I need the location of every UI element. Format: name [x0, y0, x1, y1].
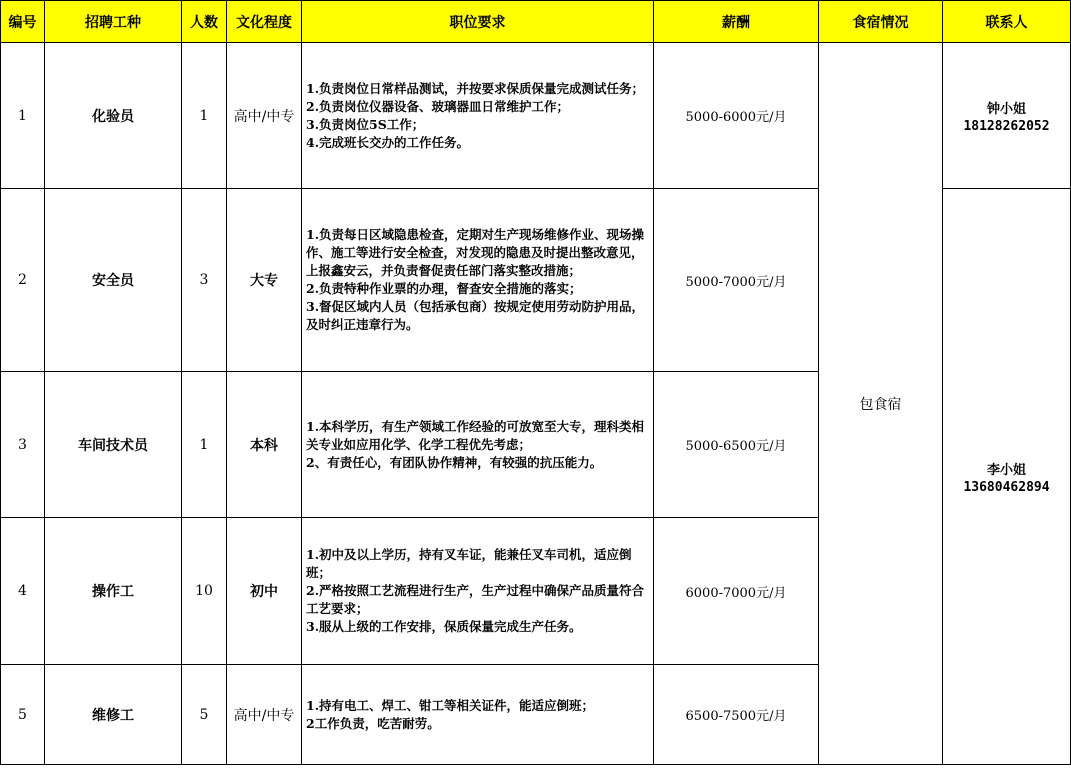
contact-phone: 18128262052 [963, 118, 1050, 134]
header-education: 文化程度 [227, 1, 302, 43]
requirement-line: 1.初中及以上学历，持有叉车证，能兼任叉车司机，适应倒班； [306, 547, 632, 580]
header-requirements: 职位要求 [302, 1, 654, 43]
row-id: 3 [1, 372, 45, 518]
requirement-line: 1.负责每日区域隐患检查，定期对生产现场维修作业、现场操作、施工等进行安全检查，对发现的隐患及时提出整改意见，上报鑫安云，并负责督促责任部门落实整改措施； [306, 227, 645, 278]
row-job: 安全员 [45, 189, 182, 372]
row-salary: 5000-6500元/月 [654, 372, 819, 518]
header-accommodation: 食宿情况 [819, 1, 943, 43]
requirement-line: 1.负责岗位日常样品测试，并按要求保质保量完成测试任务； [306, 80, 645, 96]
row-job: 维修工 [45, 665, 182, 765]
requirement-line: 3.服从上级的工作安排，保质保量完成生产任务。 [306, 619, 582, 634]
row-count: 1 [182, 372, 227, 518]
row-requirements [302, 189, 654, 372]
table-row [1, 43, 1071, 189]
row-salary: 5000-6000元/月 [654, 43, 819, 189]
row-salary: 6000-7000元/月 [654, 518, 819, 665]
header-contact: 联系人 [943, 1, 1071, 43]
requirement-line: 2、有责任心，有团队协作精神，有较强的抗压能力。 [306, 454, 603, 470]
row-id: 4 [1, 518, 45, 665]
requirement-line: 2.负责特种作业票的办理，督查安全措施的落实； [306, 281, 582, 296]
row-education: 本科 [227, 372, 302, 518]
requirement-line: 2工作负责，吃苦耐劳。 [306, 715, 440, 731]
row-count: 1 [182, 43, 227, 189]
header-row [1, 1, 1071, 43]
header-salary: 薪酬 [654, 1, 819, 43]
row-id: 5 [1, 665, 45, 765]
row-count: 10 [182, 518, 227, 665]
row-count: 3 [182, 189, 227, 372]
row-education: 高中/中专 [227, 665, 302, 765]
row-id: 2 [1, 189, 45, 372]
row-job: 操作工 [45, 518, 182, 665]
requirement-line: 4.完成班长交办的工作任务。 [306, 134, 470, 150]
requirement-line: 1.本科学历，有生产领域工作经验的可放宽至大专，理科类相关专业如应用化学、化学工程优先考虑； [306, 418, 645, 452]
contact-name: 钟小姐 [986, 101, 1026, 117]
row-requirements [302, 372, 654, 518]
row-salary: 5000-7000元/月 [654, 189, 819, 372]
requirement-line: 3.督促区域内人员（包括承包商）按规定使用劳动防护用品，及时纠正违章行为。 [306, 299, 645, 332]
row-requirements [302, 43, 654, 189]
row-education: 高中/中专 [227, 43, 302, 189]
accommodation-cell: 包食宿 [819, 43, 943, 765]
row-id: 1 [1, 43, 45, 189]
contact-phone: 13680462894 [963, 479, 1050, 495]
header-id: 编号 [1, 1, 45, 43]
header-job: 招聘工种 [45, 1, 182, 43]
row-requirements [302, 518, 654, 665]
requirement-line: 3.负责岗位5S工作； [306, 116, 425, 132]
contact-cell [943, 43, 1071, 189]
requirement-line: 1.持有电工、焊工、钳工等相关证件，能适应倒班； [306, 697, 595, 713]
row-count: 5 [182, 665, 227, 765]
contact-name: 李小姐 [986, 462, 1026, 478]
contact-cell [943, 189, 1071, 765]
row-job: 车间技术员 [45, 372, 182, 518]
row-education: 大专 [227, 189, 302, 372]
requirement-line: 2.负责岗位仪器设备、玻璃器皿日常维护工作； [306, 98, 570, 114]
row-salary: 6500-7500元/月 [654, 665, 819, 765]
row-requirements [302, 665, 654, 765]
header-count: 人数 [182, 1, 227, 43]
requirement-line: 2.严格按照工艺流程进行生产，生产过程中确保产品质量符合工艺要求； [306, 583, 645, 616]
row-education: 初中 [227, 518, 302, 665]
row-job: 化验员 [45, 43, 182, 189]
